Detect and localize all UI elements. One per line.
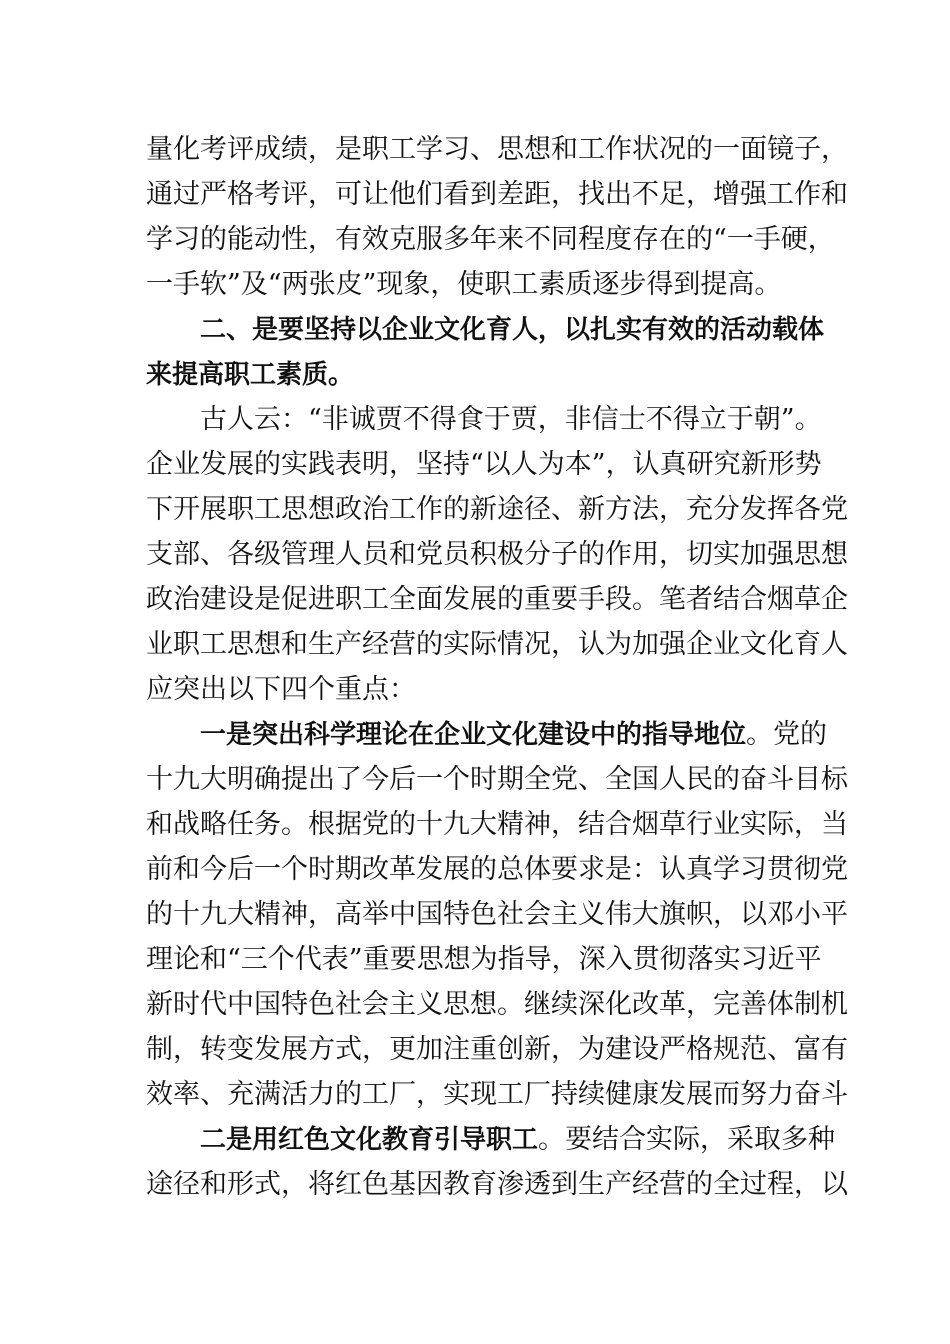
bold-lead-phrase: 二是用红色文化教育引导职工: [200, 1125, 539, 1155]
paragraph-line: 制，转变发展方式，更加注重创新，为建设严格规范、富有: [146, 1034, 848, 1065]
lead-line-rest: 。党的: [746, 719, 828, 750]
paragraph-line: 效率、充满活力的工厂，实现工厂持续健康发展而努力奋斗: [146, 1079, 848, 1110]
paragraph-line: 的十九大精神，高举中国特色社会主义伟大旗帜，以邓小平: [146, 899, 848, 930]
paragraph-line: 学习的能动性，有效克服多年来不同程度存在的“一手硬，: [146, 224, 835, 255]
paragraph-lead-line: [200, 713, 828, 757]
bold-lead-phrase: 一是突出科学理论在企业文化建设中的指导地位: [200, 720, 747, 750]
paragraph-line: 支部、各级管理人员和党员积极分子的作用，切实加强思想: [146, 539, 848, 570]
paragraph-line: 新时代中国特色社会主义思想。继续深化改革，完善体制机: [146, 989, 848, 1020]
paragraph-line: 政治建设是促进职工全面发展的重要手段。笔者结合烟草企: [146, 584, 848, 615]
paragraph-line: 途径和形式，将红色基因教育渗透到生产经营的全过程，以: [146, 1169, 848, 1200]
paragraph-line: 前和今后一个时期改革发展的总体要求是：认真学习贯彻党: [146, 854, 848, 885]
paragraph-line: 理论和“三个代表”重要思想为指导，深入贯彻落实习近平: [146, 944, 822, 975]
paragraph-line: 业职工思想和生产经营的实际情况，认为加强企业文化育人: [146, 629, 848, 660]
paragraph-line: 下开展职工思想政治工作的新途径、新方法，充分发挥各党: [146, 494, 848, 525]
paragraph-line: 一手软”及“两张皮”现象，使职工素质逐步得到提高。: [146, 269, 782, 300]
paragraph-line: 企业发展的实践表明，坚持“以人为本”，认真研究新形势: [146, 449, 822, 480]
section-heading: 二、是要坚持以企业文化育人，以扎实有效的活动载体: [200, 315, 825, 345]
paragraph-line: 十九大明确提出了今后一个时期全党、全国人民的奋斗目标: [146, 764, 848, 795]
paragraph-line: 量化考评成绩，是职工学习、思想和工作状况的一面镜子，: [146, 134, 848, 165]
paragraph-lead-line: [200, 1118, 836, 1162]
paragraph-line: 通过严格考评，可让他们看到差距，找出不足，增强工作和: [146, 179, 848, 210]
paragraph-line: 和战略任务。根据党的十九大精神，结合烟草行业实际，当: [146, 809, 848, 840]
section-heading: 来提高职工素质。: [146, 360, 355, 390]
paragraph-line: 应突出以下四个重点：: [146, 674, 416, 705]
lead-line-rest: 。要结合实际，采取多种: [538, 1124, 836, 1155]
paragraph-line: 古人云：“非诚贾不得食于贾，非信士不得立于朝”。: [200, 404, 822, 435]
